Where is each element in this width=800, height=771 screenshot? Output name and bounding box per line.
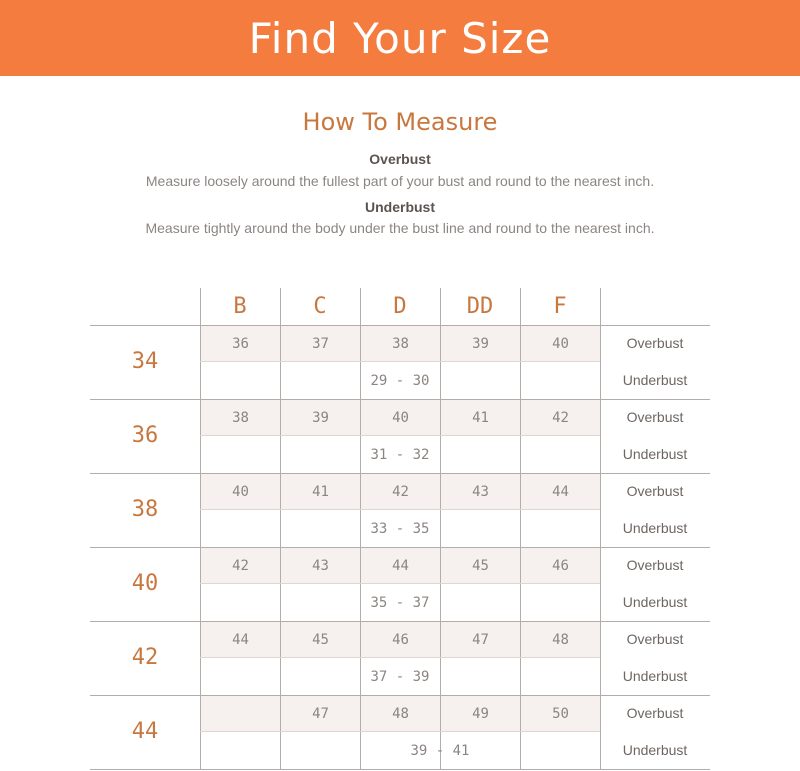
page-title: Find Your Size bbox=[248, 13, 552, 63]
overbust-heading: Overbust bbox=[369, 151, 431, 167]
overbust-cell: 39 bbox=[281, 400, 360, 435]
band-size: 40 bbox=[131, 571, 159, 596]
band-size: 36 bbox=[131, 423, 159, 448]
overbust-cell: 49 bbox=[441, 696, 520, 731]
overbust-label: Overbust bbox=[626, 409, 684, 425]
overbust-cell: 47 bbox=[281, 696, 360, 731]
overbust-cell: 42 bbox=[361, 474, 440, 509]
overbust-cell: 45 bbox=[281, 622, 360, 657]
overbust-cell: 40 bbox=[521, 326, 600, 361]
overbust-cell: 45 bbox=[441, 548, 520, 583]
underbust-label: Underbust bbox=[622, 520, 688, 536]
underbust-label: Underbust bbox=[622, 668, 688, 684]
overbust-cell: 50 bbox=[521, 696, 600, 731]
underbust-range: 29 - 30 bbox=[370, 372, 430, 389]
overbust-cell: 38 bbox=[361, 326, 440, 361]
overbust-cell: 36 bbox=[201, 326, 280, 361]
underbust-label: Underbust bbox=[622, 742, 688, 758]
overbust-cell: 43 bbox=[281, 548, 360, 583]
overbust-cell: 47 bbox=[441, 622, 520, 657]
cup-header-c: C bbox=[313, 293, 327, 319]
overbust-cell: 42 bbox=[201, 548, 280, 583]
overbust-cell: 46 bbox=[521, 548, 600, 583]
overbust-cell: 39 bbox=[441, 326, 520, 361]
overbust-cell: 48 bbox=[361, 696, 440, 731]
overbust-cell: 41 bbox=[281, 474, 360, 509]
overbust-cell: 44 bbox=[201, 622, 280, 657]
cup-header-d: D bbox=[393, 293, 407, 319]
band-size: 34 bbox=[131, 349, 159, 374]
overbust-cell: 38 bbox=[201, 400, 280, 435]
overbust-label: Overbust bbox=[626, 335, 684, 351]
overbust-cell bbox=[201, 696, 280, 731]
overbust-cell: 44 bbox=[361, 548, 440, 583]
underbust-range: 35 - 37 bbox=[370, 594, 430, 611]
cup-header-f: F bbox=[553, 293, 567, 319]
underbust-range: 37 - 39 bbox=[370, 668, 430, 685]
overbust-instructions: Measure loosely around the fullest part of your bust and round to the nearest inch. bbox=[145, 173, 655, 189]
cup-header-dd: DD bbox=[466, 293, 494, 319]
overbust-label: Overbust bbox=[626, 483, 684, 499]
underbust-range: 33 - 35 bbox=[370, 520, 430, 537]
underbust-label: Underbust bbox=[622, 446, 688, 462]
underbust-label: Underbust bbox=[622, 372, 688, 388]
band-size: 44 bbox=[131, 719, 159, 744]
overbust-cell: 37 bbox=[281, 326, 360, 361]
underbust-range: 31 - 32 bbox=[370, 446, 430, 463]
row-divider bbox=[90, 769, 710, 770]
overbust-cell: 46 bbox=[361, 622, 440, 657]
overbust-cell: 44 bbox=[521, 474, 600, 509]
overbust-cell: 40 bbox=[201, 474, 280, 509]
band-size: 42 bbox=[131, 645, 159, 670]
overbust-label: Overbust bbox=[626, 557, 684, 573]
overbust-cell: 43 bbox=[441, 474, 520, 509]
overbust-cell: 42 bbox=[521, 400, 600, 435]
band-size: 38 bbox=[131, 497, 159, 522]
underbust-range: 39 - 41 bbox=[410, 742, 470, 759]
overbust-cell: 48 bbox=[521, 622, 600, 657]
overbust-cell: 41 bbox=[441, 400, 520, 435]
overbust-cell: 40 bbox=[361, 400, 440, 435]
overbust-label: Overbust bbox=[626, 705, 684, 721]
how-to-measure-heading: How To Measure bbox=[302, 108, 498, 136]
underbust-instructions: Measure tightly around the body under the bust line and round to the nearest inch. bbox=[145, 220, 655, 236]
underbust-heading: Underbust bbox=[365, 199, 435, 215]
overbust-label: Overbust bbox=[626, 631, 684, 647]
underbust-label: Underbust bbox=[622, 594, 688, 610]
header-banner bbox=[0, 0, 800, 76]
cup-header-b: B bbox=[233, 293, 247, 319]
